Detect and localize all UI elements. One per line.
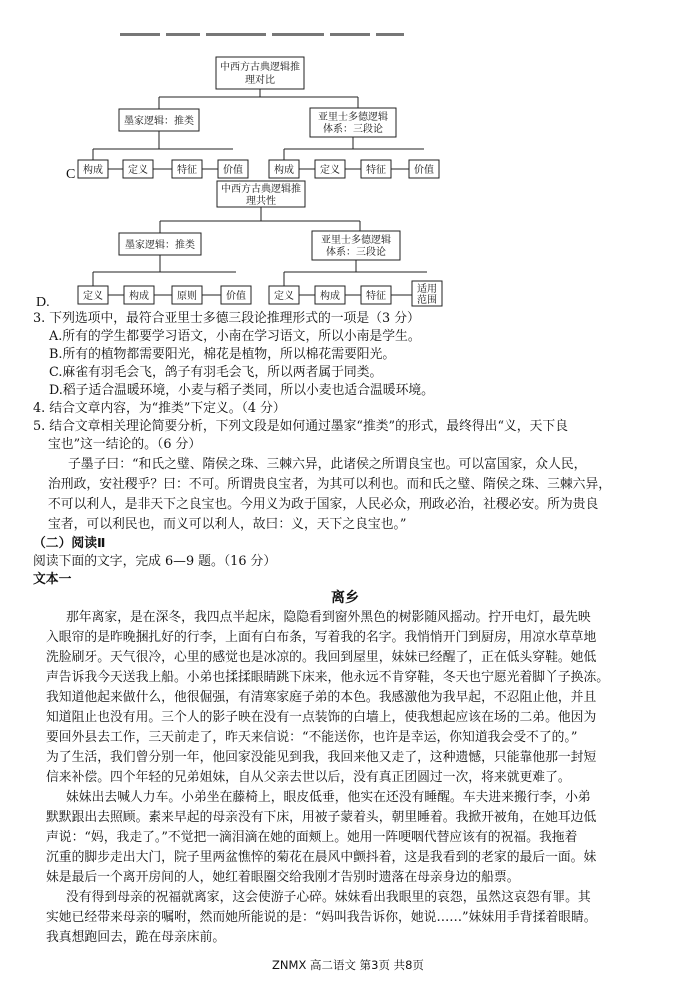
d-root-line2: 理共性 — [246, 196, 276, 207]
mozi-quote-line2: 治刑政，安社稷乎？曰：不可。所谓贵良宝者，为其可以利也。而和氏之璧、隋侯之珠、三棘六异， — [48, 477, 612, 492]
d-l1-label: 定义 — [83, 291, 103, 302]
article-para2-line2: 默默跟出去照顾。素来早起的母亲没有下床，用被子蒙着头，朝里睡着。我掀开被角，在她耳边低 — [46, 810, 597, 825]
c-right-line1: 亚里士多德逻辑 — [318, 112, 388, 123]
section-reading-2-heading: （二）阅读Ⅱ — [33, 536, 106, 551]
article-para1-line2: 入眼帘的是昨晚捆扎好的行李，上面有白布条，写着我的名字。我悄悄开门到厨房，用凉水草草地 — [46, 630, 597, 645]
article-para1-line5: 我知道他起来做什么，他很倔强，有清寒家庭子弟的本色。我感激他为我早起，不忍阻止他，并且 — [46, 690, 597, 705]
d-r3-label: 特征 — [366, 291, 386, 302]
c-l3-label: 特征 — [177, 165, 197, 176]
logic-diagrams — [0, 0, 696, 310]
article-para2-line4: 沉重的脚步走出大门，院子里两盆憔悴的菊花在晨风中颤抖着，这是我看到的老家的最后一面。妹 — [46, 850, 597, 865]
c-r3-label: 特征 — [366, 165, 386, 176]
q3-option-b: B.所有的植物都需要阳光，棉花是植物，所以棉花需要阳光。 — [49, 347, 396, 362]
question-5-line1: 5. 结合文章相关理论简要分析，下列文段是如何通过墨家“推类”的形式，最终得出“义，天下良 — [33, 419, 568, 434]
article-para1-line9: 信来补偿。四个年轻的兄弟姐妹，自从父亲去世以后，没有真正团圆过一次，将来就更难了。 — [46, 770, 571, 785]
page-footer: ZNMX 高二语文 第3页 共8页 — [272, 958, 424, 972]
c-r1-label: 构成 — [274, 165, 294, 176]
c-r4-label: 价值 — [414, 165, 434, 176]
c-root-line2: 理对比 — [245, 75, 275, 86]
d-right-line1: 亚里士多德逻辑 — [321, 235, 391, 246]
d-r4-label-line2: 范围 — [417, 295, 437, 306]
article-para1-line8: 为了生活，我们曾分别一年，他回家没能见到我，我回来他又走了，这种遗憾，只能靠他那一封短 — [46, 750, 597, 765]
c-right-line2: 体系：三段论 — [323, 124, 383, 135]
text-one-label: 文本一 — [33, 572, 72, 587]
d-r2-label: 构成 — [320, 291, 340, 302]
article-title: 离乡 — [331, 590, 359, 606]
article-para3-line3: 我真想跑回去，跪在母亲床前。 — [46, 930, 226, 945]
question-3-stem: 3. 下列选项中，最符合亚里士多德三段论推理形式的一项是（3 分） — [33, 311, 420, 326]
article-para1-line4: 声告诉我今天送我上船。小弟也揉揉眼睛跳下床来，他永远不肯穿鞋，冬天也宁愿光着脚丫子换冻。 — [46, 670, 610, 685]
question-4: 4. 结合文章内容，为“推类”下定义。（4 分） — [33, 401, 286, 416]
article-para2-line3: 声说：“妈，我走了。”不觉把一滴泪滴在她的面颊上。她用一阵哽咽代替应该有的祝福。我拖着 — [46, 830, 578, 845]
c-l2-label: 定义 — [128, 165, 148, 176]
d-left-label: 墨家逻辑：推类 — [125, 240, 195, 251]
c-root-line1: 中西方古典逻辑推 — [220, 62, 300, 73]
article-para1-line6: 知道阻止也没有用。三个人的影子映在没有一点装饰的白墙上，使我想起应该在场的二弟。他因为 — [46, 710, 597, 725]
section-instruction: 阅读下面的文字，完成 6—9 题。（16 分） — [33, 554, 277, 569]
d-l4-label: 价值 — [226, 291, 246, 302]
option-d-letter: D. — [36, 295, 50, 310]
d-l3-label: 原则 — [177, 291, 197, 302]
c-l4-label: 价值 — [223, 165, 243, 176]
d-r4-label-line1: 适用 — [417, 284, 437, 295]
mozi-quote-line1: 子墨子曰：“和氏之璧、隋侯之珠、三棘六异，此诸侯之所谓良宝也。可以富国家，众人民， — [68, 457, 587, 472]
d-right-line2: 体系：三段论 — [326, 247, 386, 258]
q3-option-d: D.稻子适合温暖环境，小麦与稻子类同，所以小麦也适合温暖环境。 — [49, 383, 434, 398]
d-root-line1: 中西方古典逻辑推 — [221, 184, 301, 195]
article-para3-line1: 没有得到母亲的祝福就离家，这会使游子心碎。妹妹看出我眼里的哀怨，虽然这哀怨有罪。其 — [66, 890, 591, 905]
c-l1-label: 构成 — [83, 165, 103, 176]
d-l2-label: 构成 — [129, 291, 149, 302]
article-para1-line3: 洗脸刷牙。天气很冷，心里的感觉也是冰凉的。我回到屋里，妹妹已经醒了，正在低头穿鞋。她低 — [46, 650, 597, 665]
mozi-quote-line4: 宝者，可以利民也，而义可以利人，故曰：义，天下之良宝也。” — [48, 517, 407, 532]
article-para1-line1: 那年离家，是在深冬，我四点半起床，隐隐看到窗外黑色的树影随风摇动。拧开电灯，最先映 — [66, 610, 591, 625]
article-para3-line2: 实她已经带来母亲的嘱咐，然而她所能说的是：“妈叫我告诉你，她说……”妹妹用手背揉着眼睛。 — [46, 910, 597, 925]
q3-option-a: A.所有的学生都要学习语文，小南在学习语文，所以小南是学生。 — [49, 329, 421, 344]
diagram-option-c — [66, 57, 439, 182]
d-r1-label: 定义 — [274, 291, 294, 302]
article-para2-line1: 妹妹出去喊人力车。小弟坐在藤椅上，眼皮低垂，他实在还没有睡醒。车夫进来搬行李，小弟 — [66, 790, 591, 805]
article-para2-line5: 妹是最后一个离开房间的人，她红着眼圈交给我刚才告别时遗落在母亲身边的船票。 — [46, 870, 520, 885]
mozi-quote-line3: 不可以利人，是非天下之良宝也。今用义为政于国家，人民必众，刑政必治，社稷必安。所为贵良 — [48, 497, 599, 512]
article-para1-line7: 要回外县去工作，三天前走了，昨天来信说：“不能送你，也许是幸运，你知道我会受不了的。” — [46, 730, 578, 745]
diagram-option-d — [36, 181, 442, 310]
q3-option-c: C.麻雀有羽毛会飞，鸽子有羽毛会飞，所以两者属于同类。 — [49, 365, 383, 380]
c-left-label: 墨家逻辑：推类 — [124, 116, 194, 127]
c-r2-label: 定义 — [320, 165, 340, 176]
question-5-line2: 宝也”这一结论的。（6 分） — [48, 437, 202, 452]
option-c-letter: C — [66, 167, 76, 182]
